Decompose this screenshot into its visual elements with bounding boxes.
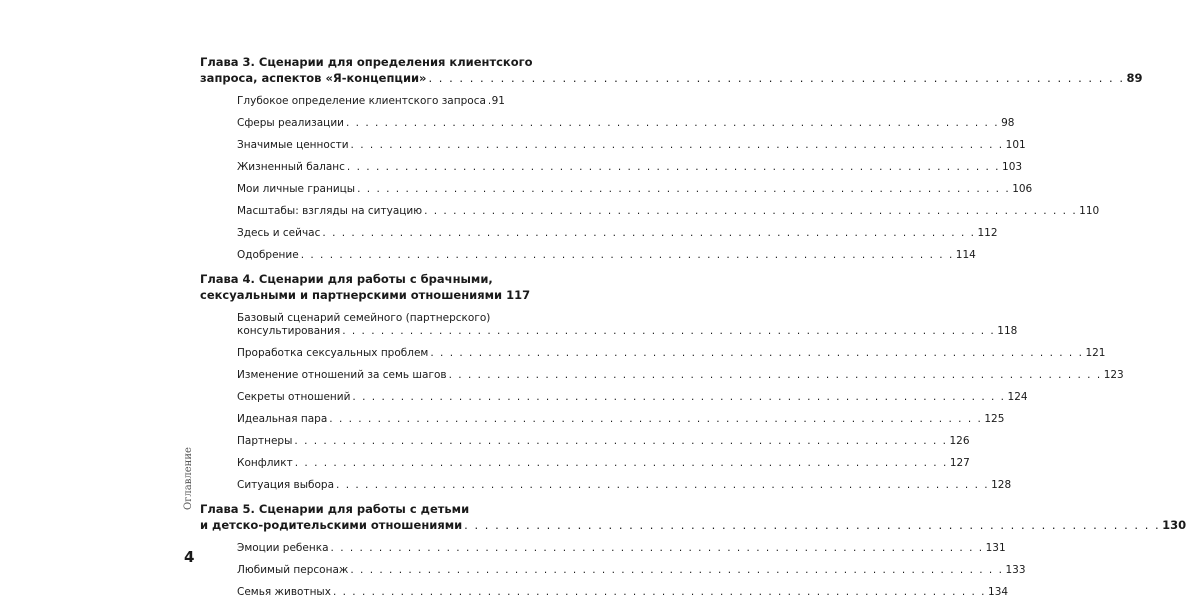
entry-title-row	[237, 413, 1005, 426]
toc-entry	[237, 457, 970, 470]
entry-page-number: 112	[977, 227, 998, 239]
dot-leader: . . . . . . . . . . . . . . . . . . . . . . . . . . . . . . . . . . . . . . . . . . . . . . . . . . . . . . . . . . . . . . . . . . . .	[357, 183, 1011, 195]
chapter-heading	[200, 54, 1143, 86]
dot-leader: . . . . . . . . . . . . . . . . . . . . . . . . . . . . . . . . . . . . . . . . . . . . . . . . . . . . . . . . . . . . . . . . . . . .	[322, 227, 976, 239]
entry-page-number: 128	[991, 479, 1012, 491]
toc-entry	[237, 205, 1100, 218]
entry-title-row	[237, 95, 505, 108]
entry-title-row	[237, 457, 970, 470]
dot-leader: . . . . . . . . . . . . . . . . . . . . . . . . . . . . . . . . . . . . . . . . . . . . . . . . . . . . . . . . . . . . . . . . . . . .	[294, 457, 948, 469]
entry-title-row	[237, 227, 998, 240]
dot-leader: . . . . . . . . . . . . . . . . . . . . . . . . . . . . . . . . . . . . . . . . . . . . . . . . . . . . . . . . . . . . . . . . . . . .	[345, 117, 1000, 129]
entry-page-number: 127	[949, 457, 970, 469]
entry-page-number: 98	[1001, 117, 1015, 129]
entry-page-number: 124	[1007, 391, 1028, 403]
entry-title: Ситуация выбора	[237, 479, 335, 491]
entry-title-row	[237, 325, 1018, 338]
chapter-title: сексуальными и партнерскими отношениями	[200, 288, 503, 302]
chapter-title: запроса, аспектов «Я-концепции»	[200, 71, 427, 85]
toc-entry	[237, 161, 1023, 174]
entry-title-row	[237, 183, 1033, 196]
dot-leader: . . . . . . . . . . . . . . . . . . . . . . . . . . . . . . . . . . . . . . . . . . . . . . . . . . . . . . . . . . . . . . . . . . . .	[342, 325, 996, 337]
entry-title: Конфликт	[237, 457, 293, 469]
dot-leader: . . . . . . . . . . . . . . . . . . . . . . . . . . . . . . . . . . . . . . . . . . . . . . . . . . . . . . . . . . . . . . . . . . . .	[294, 435, 948, 447]
entry-title: Значимые ценности	[237, 139, 349, 151]
chapter-title-line: Глава 5. Сценарии для работы с детьми	[200, 502, 470, 516]
toc-entry	[237, 391, 1028, 404]
entry-page-number: 123	[1103, 369, 1124, 381]
toc-entry	[237, 139, 1026, 152]
entry-title: Любимый персонаж	[237, 564, 349, 576]
entry-title-row	[237, 161, 1023, 174]
entry-page-number: 118	[997, 325, 1018, 337]
entry-title-row	[237, 542, 1006, 555]
table-of-contents	[200, 54, 1186, 599]
dot-leader: . . . . . . . . . . . . . . . . . . . . . . . . . . . . . . . . . . . . . . . . . . . . . . . . . . . . . . . . . . . . . . . . . . . .	[329, 413, 983, 425]
toc-entry	[237, 249, 976, 262]
entry-title-row	[237, 205, 1100, 218]
toc-entry	[237, 95, 505, 108]
entry-title: Сферы реализации	[237, 117, 344, 129]
dot-leader: . . . . . . . . . . . . . . . . . . . . . . . . . . . . . . . . . . . . . . . . . . . . . . . . . . . . . . . . . . . . . . . . . . . .	[428, 71, 1125, 85]
dot-leader: . . . . . . . . . . . . . . . . . . . . . . . . . . . . . . . . . . . . . . . . . . . . . . . . . . . . . . . . . . . . . . . . . . . .	[350, 564, 1004, 576]
dot-leader: . . . . . . . . . . . . . . . . . . . . . . . . . . . . . . . . . . . . . . . . . . . . . . . . . . . . . . . . . . . . . . . . . . . .	[430, 347, 1084, 359]
chapter-title-row	[200, 517, 1186, 533]
chapter-title: и детско-родительскими отношениями	[200, 518, 463, 532]
entry-title: консультирования	[237, 325, 341, 337]
entry-title-row	[237, 564, 1026, 577]
entry-page-number: 126	[949, 435, 970, 447]
dot-leader: . . . . . . . . . . . . . . . . . . . . . . . . . . . . . . . . . . . . . . . . . . . . . . . . . . . . . . . . . . . . . . . . . . . .	[350, 139, 1004, 151]
entry-title-row	[237, 435, 970, 448]
entry-title: Секреты отношений	[237, 391, 351, 403]
toc-entry	[237, 586, 1009, 599]
dot-leader	[488, 95, 490, 108]
entry-title-row	[237, 479, 1012, 492]
dot-leader: . . . . . . . . . . . . . . . . . . . . . . . . . . . . . . . . . . . . . . . . . . . . . . . . . . . . . . . . . . . . . . . . . . . .	[464, 518, 1161, 532]
chapter-heading	[200, 271, 531, 303]
entry-page-number: 91	[491, 95, 505, 107]
entry-title: Мои личные границы	[237, 183, 356, 195]
chapter-title-line: Глава 3. Сценарии для определения клиентского	[200, 55, 533, 69]
entry-title: Идеальная пара	[237, 413, 328, 425]
entry-title: Одобрение	[237, 249, 299, 261]
entry-page-number: 133	[1005, 564, 1026, 576]
chapter-title-line: Глава 4. Сценарии для работы с брачными,	[200, 272, 493, 286]
dot-leader: . . . . . . . . . . . . . . . . . . . . . . . . . . . . . . . . . . . . . . . . . . . . . . . . . . . . . . . . . . . . . . . . . . . .	[424, 205, 1078, 217]
toc-entry	[237, 369, 1124, 382]
toc-entry	[237, 312, 1018, 338]
dot-leader: . . . . . . . . . . . . . . . . . . . . . . . . . . . . . . . . . . . . . . . . . . . . . . . . . . . . . . . . . . . . . . . . . . . .	[300, 249, 954, 261]
dot-leader: . . . . . . . . . . . . . . . . . . . . . . . . . . . . . . . . . . . . . . . . . . . . . . . . . . . . . . . . . . . . . . . . . . . .	[332, 586, 987, 598]
entry-page-number: 110	[1079, 205, 1100, 217]
entry-title: Партнеры	[237, 435, 293, 447]
toc-entry	[237, 435, 970, 448]
entry-title-row	[237, 139, 1026, 152]
running-header-label: Оглавление	[183, 447, 194, 510]
dot-leader: . . . . . . . . . . . . . . . . . . . . . . . . . . . . . . . . . . . . . . . . . . . . . . . . . . . . . . . . . . . . . . . . . . . .	[336, 479, 990, 491]
dot-leader: . . . . . . . . . . . . . . . . . . . . . . . . . . . . . . . . . . . . . . . . . . . . . . . . . . . . . . . . . . . . . . . . . . . .	[448, 369, 1102, 381]
toc-entry	[237, 564, 1026, 577]
entry-title: Жизненный баланс	[237, 161, 345, 173]
entry-title: Проработка сексуальных проблем	[237, 347, 429, 359]
toc-entry	[237, 227, 998, 240]
entry-title: Здесь и сейчас	[237, 227, 321, 239]
toc-entry	[237, 347, 1106, 360]
entry-page-number: 125	[984, 413, 1005, 425]
toc-entry	[237, 117, 1015, 130]
chapter-title-row	[200, 70, 1143, 86]
entry-title-row	[237, 586, 1009, 599]
entry-title-row	[237, 347, 1106, 360]
entry-page-number: 103	[1002, 161, 1023, 173]
entry-page-number: 134	[988, 586, 1009, 598]
toc-entry	[237, 479, 1012, 492]
dot-leader: . . . . . . . . . . . . . . . . . . . . . . . . . . . . . . . . . . . . . . . . . . . . . . . . . . . . . . . . . . . . . . . . . . . .	[346, 161, 1001, 173]
toc-entry	[237, 413, 1005, 426]
entry-title: Эмоции ребенка	[237, 542, 329, 554]
chapter-page-number: 117	[506, 288, 531, 302]
toc-entry	[237, 183, 1033, 196]
entry-title: Глубокое определение клиентского запроса	[237, 95, 486, 107]
chapter-page-number: 89	[1126, 71, 1143, 85]
entry-page-number: 114	[955, 249, 976, 261]
entry-title: Масштабы: взгляды на ситуацию	[237, 205, 423, 217]
chapter-page-number: 130	[1162, 518, 1186, 532]
chapter-heading	[200, 501, 1186, 533]
page-number: 4	[184, 548, 195, 566]
entry-page-number: 121	[1085, 347, 1106, 359]
entry-page-number: 106	[1012, 183, 1033, 195]
dot-leader: . . . . . . . . . . . . . . . . . . . . . . . . . . . . . . . . . . . . . . . . . . . . . . . . . . . . . . . . . . . . . . . . . . . .	[352, 391, 1006, 403]
entry-title-row	[237, 249, 976, 262]
entry-title: Изменение отношений за семь шагов	[237, 369, 447, 381]
entry-title-row	[237, 369, 1124, 382]
entry-page-number: 101	[1005, 139, 1026, 151]
dot-leader: . . . . . . . . . . . . . . . . . . . . . . . . . . . . . . . . . . . . . . . . . . . . . . . . . . . . . . . . . . . . . . . . . . . .	[330, 542, 984, 554]
entry-page-number: 131	[985, 542, 1006, 554]
entry-title-row	[237, 391, 1028, 404]
entry-title-row	[237, 117, 1015, 130]
chapter-title-row	[200, 287, 531, 303]
entry-title: Семья животных	[237, 586, 331, 598]
entry-title-line: Базовый сценарий семейного (партнерского)	[237, 312, 491, 324]
toc-entry	[237, 542, 1006, 555]
